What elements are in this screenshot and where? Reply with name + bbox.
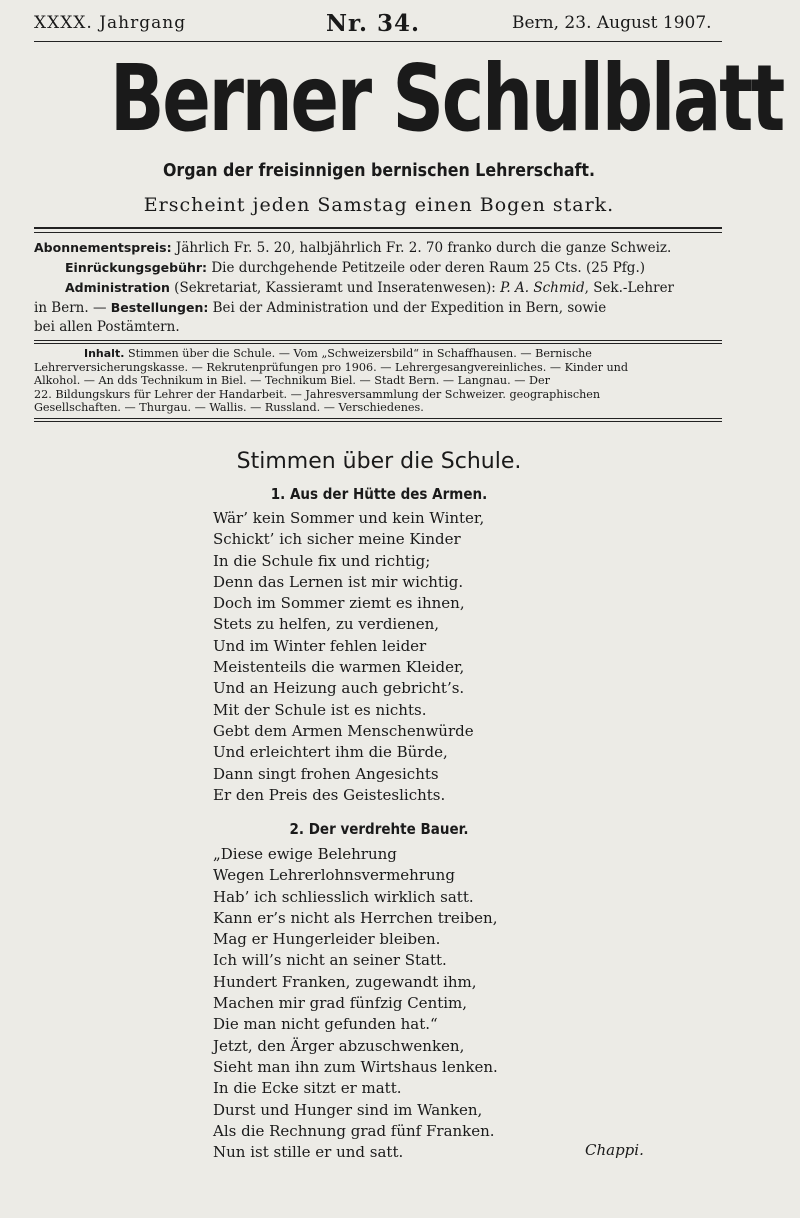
- poem-line: Schickt’ ich sicher meine Kinder: [213, 530, 461, 549]
- poem-line: Hab’ ich schliesslich wirklich satt.: [213, 887, 474, 906]
- poem-line: Die man nicht gefunden hat.“: [213, 1015, 438, 1034]
- divider-bottom-1: [34, 418, 722, 419]
- divider-bottom-2: [34, 421, 722, 422]
- poem-line: Mit der Schule ist es nichts.: [213, 700, 427, 719]
- poem-line: Meistenteils die warmen Kleider,: [213, 658, 465, 677]
- best-text: Bei der Administration und der Expedition in Bern, sowie: [208, 300, 607, 316]
- poem-line: Denn das Lernen ist mir wichtig.: [213, 572, 464, 591]
- poem-line: Stets zu helfen, zu verdienen,: [213, 615, 440, 634]
- poem-line: Dann singt frohen Angesichts: [213, 764, 439, 783]
- info-line-abo: [34, 238, 724, 258]
- contents-line-1: [34, 347, 724, 361]
- poem-line: Wegen Lehrerlohnsvermehrung: [213, 866, 455, 885]
- poem-line: „Diese ewige Belehrung: [213, 845, 397, 863]
- best-label: Bestellungen:: [110, 300, 209, 315]
- contents-line-3: Alkohol. — An dds Technikum in Biel. — Technikum Biel. — Stadt Bern. — Langnau. — Der: [34, 374, 550, 388]
- article-title: Stimmen über die Schule.: [236, 449, 522, 474]
- poem-line: Und erleichtert ihm die Bürde,: [213, 743, 448, 762]
- newspaper-subtitle: Organ der freisinnigen bernischen Lehrerschaft.: [162, 160, 596, 181]
- poem-line: Ich will’s nicht an seiner Statt.: [213, 951, 447, 970]
- poem-line: Wär’ kein Sommer und kein Winter,: [213, 509, 485, 527]
- newspaper-tagline: Erscheint jeden Samstag einen Bogen stark.: [143, 194, 615, 216]
- poem-line: In die Ecke sitzt er matt.: [213, 1079, 402, 1098]
- poem1: [213, 508, 484, 806]
- info-line-adm: [34, 278, 724, 298]
- newspaper-title: Berner Schulblatt: [109, 45, 783, 152]
- adm-text: (Sekretariat, Kassieramt und Inseratenwesen):: [169, 280, 501, 296]
- poem-line: Jetzt, den Ärger abzuschwenken,: [213, 1036, 465, 1055]
- contents-text-1: Stimmen über die Schule. — Vom „Schweizersbild“ in Schaffhausen. — Bernische: [124, 347, 592, 360]
- poem-line: Sieht man ihn zum Wirtshaus lenken.: [213, 1057, 498, 1076]
- adm-name: P. A. Schmid: [500, 280, 585, 296]
- poem-line: Gebt dem Armen Menschenwürde: [213, 721, 474, 740]
- issue-number: Nr. 34.: [326, 10, 421, 37]
- table-of-contents: [34, 347, 724, 415]
- contents-line-5: Gesellschaften. — Thurgau. — Wallis. — Russland. — Verschiedenes.: [34, 401, 424, 415]
- poem-line: Und an Heizung auch gebricht’s.: [213, 679, 465, 698]
- poem-line: Er den Preis des Geisteslichts.: [213, 785, 446, 804]
- poem-line: Hundert Franken, zugewandt ihm,: [213, 972, 477, 991]
- author-signature: Chappi.: [585, 1141, 644, 1159]
- poem2-heading: 2. Der verdrehte Bauer.: [289, 820, 469, 838]
- divider-top-1: [34, 227, 722, 229]
- divider-mid-2: [34, 343, 722, 344]
- adm-label: Administration: [65, 280, 170, 295]
- poem-line: Nun ist stille er und satt.: [213, 1143, 404, 1162]
- divider-top-2: [34, 232, 722, 233]
- poem-line: Durst und Hunger sind im Wanken,: [213, 1100, 483, 1119]
- poem-line: In die Schule fix und richtig;: [213, 551, 431, 570]
- contents-label: Inhalt.: [84, 347, 125, 360]
- poem-line: Kann er’s nicht als Herrchen treiben,: [213, 908, 498, 927]
- abo-label: Abonnementspreis:: [34, 240, 172, 255]
- poem-line: Machen mir grad fünfzig Centim,: [213, 994, 468, 1013]
- abo-text: Jährlich Fr. 5. 20, halbjährlich Fr. 2. 70 franko durch die ganze Schweiz.: [171, 240, 672, 256]
- subscription-info: [34, 238, 724, 337]
- info-line-ins: [34, 258, 724, 278]
- contents-line-4: 22. Bildungskurs für Lehrer der Handarbeit. — Jahresversammlung der Schweizer. geographischen: [34, 387, 601, 401]
- volume-label: XXXX. Jahrgang: [34, 13, 187, 33]
- divider-mid-1: [34, 340, 722, 341]
- adm-line2: in Bern. —: [34, 300, 111, 316]
- poem-line: Und im Winter fehlen leider: [213, 636, 427, 655]
- issue-date: Bern, 23. August 1907.: [512, 13, 712, 33]
- poem1-heading: 1. Aus der Hütte des Armen.: [270, 485, 488, 503]
- adm-text2: , Sek.-Lehrer: [584, 280, 675, 296]
- poem2: [213, 844, 498, 1163]
- ins-label: Einrückungsgebühr:: [65, 260, 208, 275]
- info-line-post: bei allen Postämtern.: [34, 319, 180, 335]
- poem-line: Als die Rechnung grad fünf Franken.: [213, 1121, 495, 1140]
- ins-text: Die durchgehende Petitzeile oder deren Raum 25 Cts. (25 Pfg.): [207, 260, 645, 276]
- masthead-rule: [34, 41, 722, 42]
- contents-line-2: Lehrerversicherungskasse. — Rekrutenprüfungen pro 1906. — Lehrergesangvereinliches. — Kinder und: [34, 360, 629, 374]
- poem-line: Doch im Sommer ziemt es ihnen,: [213, 594, 465, 613]
- poem-line: Mag er Hungerleider bleiben.: [213, 930, 441, 949]
- info-line-best: [34, 298, 724, 318]
